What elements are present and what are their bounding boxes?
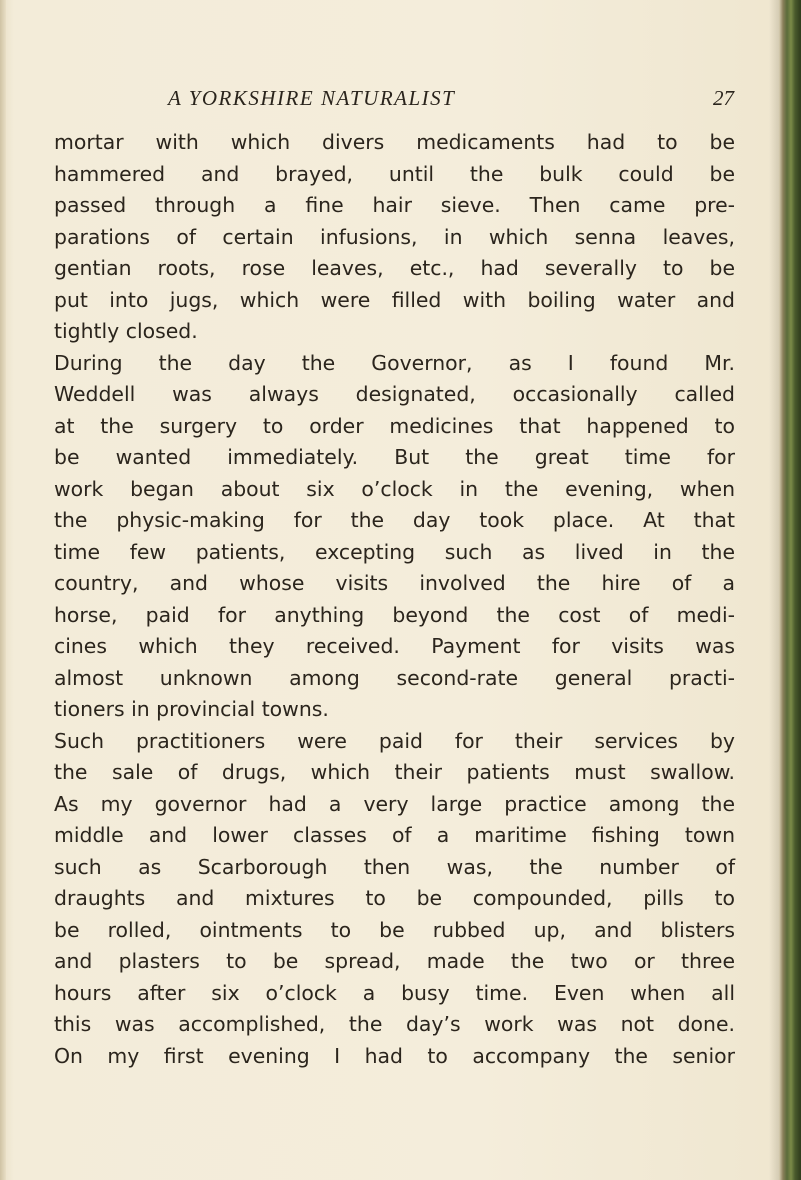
- text-line: this was accomplished, the day’s work was not done.: [54, 1012, 735, 1036]
- text-line: be rolled, ointments to be rubbed up, and blisters: [54, 917, 735, 942]
- running-title: A YORKSHIRE NATURALIST: [168, 86, 456, 110]
- text-line: work began about six o’clock in the evening, when: [54, 476, 735, 501]
- text-line: draughts and mixtures to be compounded, pills to: [54, 886, 735, 910]
- text-line: passed through a fine hair sieve. Then came pre-: [54, 193, 735, 217]
- text-line: mortar with which divers medicaments had to be: [54, 130, 735, 154]
- text-line: country, and whose visits involved the hire of a: [54, 571, 735, 595]
- text-line: the sale of drugs, which their patients must swallow.: [54, 760, 735, 784]
- page-left-edge: [0, 0, 6, 1180]
- text-line: As my governor had a very large practice among the: [54, 791, 735, 816]
- text-line: tioners in provincial towns.: [54, 697, 329, 721]
- text-line: cines which they received. Payment for visits was: [54, 634, 735, 658]
- text-line: hours after six o’clock a busy time. Even when all: [54, 980, 735, 1005]
- text-line: horse, paid for anything beyond the cost of medi-: [54, 602, 735, 627]
- text-line: hammered and brayed, until the bulk could be: [54, 161, 735, 186]
- text-line: middle and lower classes of a maritime fishing town: [54, 823, 735, 847]
- text-line: put into jugs, which were filled with boiling water and: [54, 287, 735, 312]
- text-line: Weddell was always designated, occasionally called: [54, 382, 735, 406]
- text-line: at the surgery to order medicines that happened to: [54, 413, 735, 438]
- text-line: During the day the Governor, as I found Mr.: [54, 350, 735, 375]
- gutter-shadow: [769, 0, 779, 1180]
- text-line: On my first evening I had to accompany the senior: [54, 1043, 735, 1068]
- text-line: gentian roots, rose leaves, etc., had severally to be: [54, 256, 735, 280]
- text-line: Such practitioners were paid for their services by: [54, 728, 735, 753]
- book-spine-edge: [779, 0, 801, 1180]
- running-head: [54, 86, 734, 118]
- text-line: and plasters to be spread, made the two or three: [54, 949, 735, 973]
- text-line: parations of certain infusions, in which senna leaves,: [54, 224, 735, 249]
- page-number: 27: [713, 86, 734, 110]
- text-line: time few patients, excepting such as lived in the: [54, 539, 735, 564]
- text-line: such as Scarborough then was, the number of: [54, 854, 735, 879]
- body-text: [54, 127, 735, 1072]
- text-line: tightly closed.: [54, 319, 198, 343]
- text-line: the physic-making for the day took place. At that: [54, 508, 735, 532]
- text-line: almost unknown among second-rate general practi-: [54, 665, 735, 690]
- text-line: be wanted immediately. But the great time for: [54, 445, 735, 469]
